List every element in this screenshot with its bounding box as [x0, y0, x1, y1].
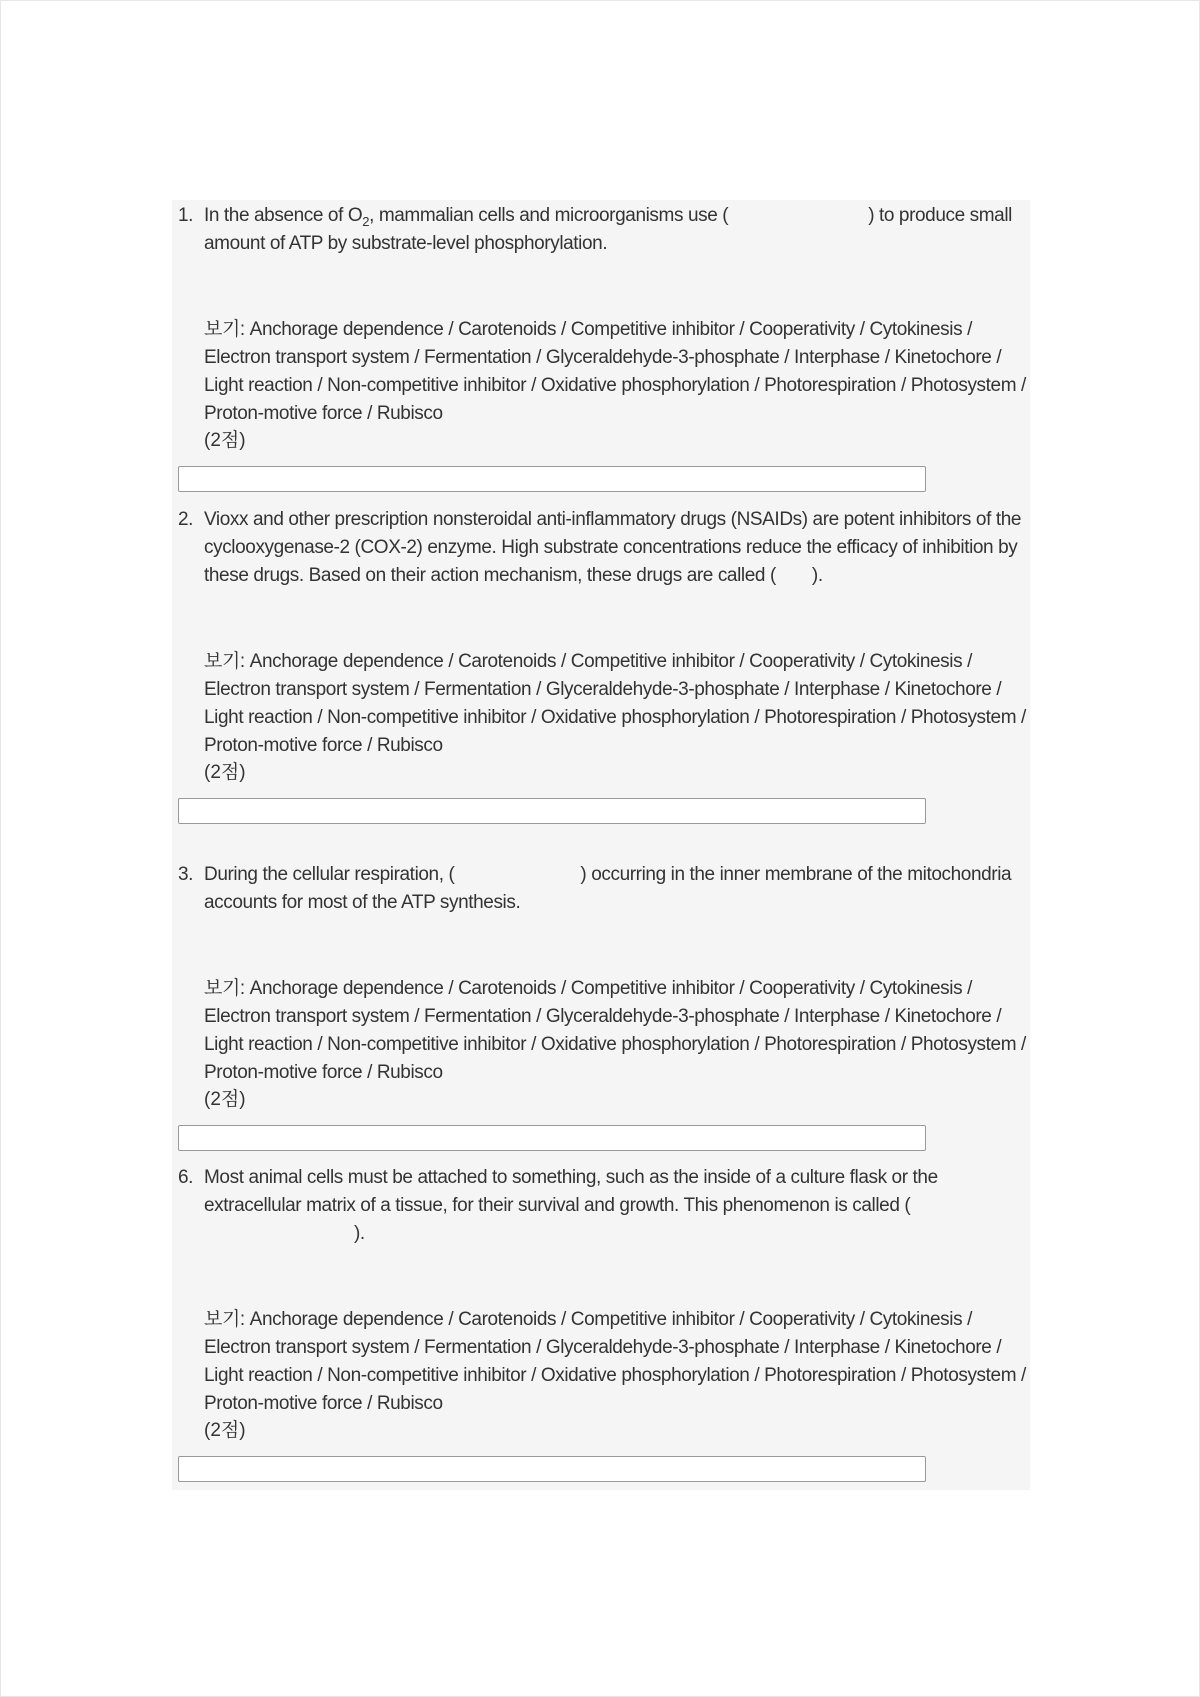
- question-6: [178, 1164, 1028, 1482]
- question-number: 3.: [178, 864, 194, 885]
- question-1: [178, 202, 1028, 492]
- question-3: [178, 861, 1028, 1151]
- question-number: 2.: [178, 509, 194, 530]
- word-bank: 보기: Anchorage dependence / Carotenoids / Competitive inhibitor / Cooperativity / Cytokinesis / Electron transport system / Fermentation / Glyceraldehyde-3-phosphate / Interphase / Kinetochore / Light reaction / Non-competitive inhibitor / Oxidative phosphorylation / Photorespiration / Photosystem / Proton-motive force / Rubisco: [204, 651, 1026, 756]
- question-2-text: 2. Vioxx and other prescription nonsteroidal anti-inflammatory drugs (NSAIDs) are potent inhibitors of the cyclooxygenase-2 (COX-2) enzyme. High substrate concentrations reduce the efficacy of inhibition by these drugs. Based on their action mechanism, these drugs are called ( ).: [178, 506, 1028, 590]
- question-score: (2점): [204, 430, 246, 451]
- question-3-text: 3. During the cellular respiration, ( ) occurring in the inner membrane of the mitochondria accounts for most of the ATP synthesis.: [178, 861, 1028, 917]
- answer-input-2[interactable]: [178, 798, 926, 824]
- word-bank: 보기: Anchorage dependence / Carotenoids / Competitive inhibitor / Cooperativity / Cytokinesis / Electron transport system / Fermentation / Glyceraldehyde-3-phosphate / Interphase / Kinetochore / Light reaction / Non-competitive inhibitor / Oxidative phosphorylation / Photorespiration / Photosystem / Proton-motive force / Rubisco: [204, 978, 1026, 1083]
- question-1-text: 1. In the absence of $O_2$, mammalian cells and microorganisms use ( ) to produce small amount of ATP by substrate-level phosphorylation.: [178, 202, 1028, 258]
- question-score: (2점): [204, 1089, 246, 1110]
- question-score: (2점): [204, 762, 246, 783]
- answer-input-6[interactable]: [178, 1456, 926, 1482]
- word-bank: 보기: Anchorage dependence / Carotenoids / Competitive inhibitor / Cooperativity / Cytokinesis / Electron transport system / Fermentation / Glyceraldehyde-3-phosphate / Interphase / Kinetochore / Light reaction / Non-competitive inhibitor / Oxidative phosphorylation / Photorespiration / Photosystem / Proton-motive force / Rubisco: [204, 319, 1026, 424]
- answer-input-1[interactable]: [178, 466, 926, 492]
- answer-input-3[interactable]: [178, 1125, 926, 1151]
- word-bank: 보기: Anchorage dependence / Carotenoids / Competitive inhibitor / Cooperativity / Cytokinesis / Electron transport system / Fermentation / Glyceraldehyde-3-phosphate / Interphase / Kinetochore / Light reaction / Non-competitive inhibitor / Oxidative phosphorylation / Photorespiration / Photosystem / Proton-motive force / Rubisco: [204, 1309, 1026, 1414]
- question-score: (2점): [204, 1420, 246, 1441]
- question-6-text: 6. Most animal cells must be attached to something, such as the inside of a culture flask or the extracellular matrix of a tissue, for their survival and growth. This phenomenon is called ().: [178, 1164, 1028, 1248]
- question-number: 6.: [178, 1167, 194, 1188]
- question-number: 1.: [178, 205, 194, 226]
- question-2: [178, 506, 1028, 824]
